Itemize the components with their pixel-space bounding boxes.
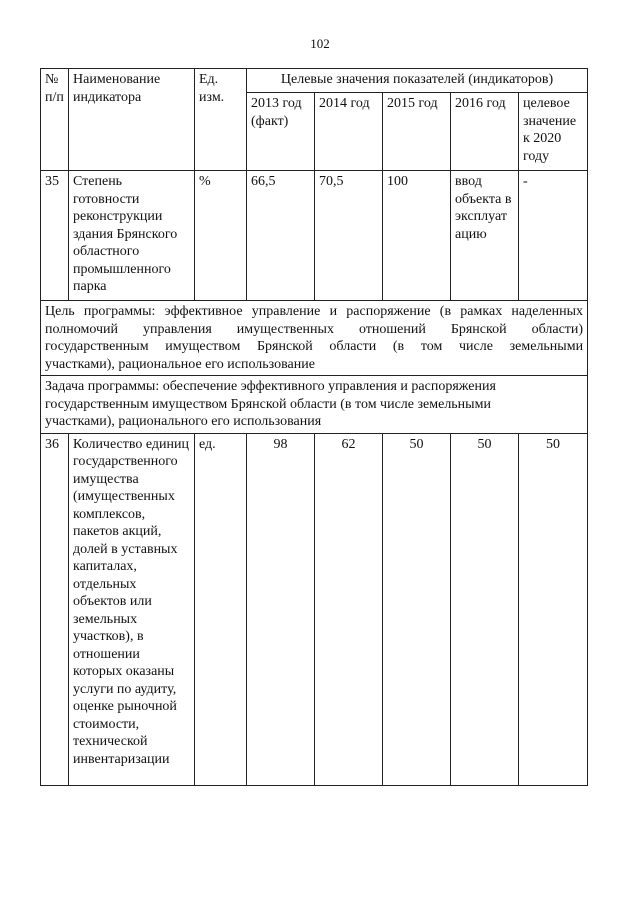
header-name: Наименование индикатора bbox=[69, 69, 195, 171]
row36-unit: ед. bbox=[195, 433, 247, 785]
goal-line: участками), рациональное его использование bbox=[45, 356, 315, 372]
row36-name: Количество единиц государственного имущества (имущественных комплексов, пакетов акций, долей в уставных капиталах, отдельных объектов или земельных участков), в отношении которых оказаны услуги по аудиту, оценке рыночной стоимости, технической инвентаризации bbox=[69, 433, 195, 785]
task-line: участками), рационального его использования bbox=[45, 414, 322, 429]
program-task bbox=[41, 376, 588, 434]
goal-line: полномочий управления имущественных отношений Брянской области) bbox=[45, 321, 584, 337]
header-targets: Целевые значения показателей (индикаторов) bbox=[247, 69, 588, 93]
header-unit: Ед. изм. bbox=[195, 69, 247, 171]
row35-unit: % bbox=[195, 171, 247, 301]
header-year-2020: целевое значение к 2020 году bbox=[519, 93, 588, 171]
row35-value-2014: 70,5 bbox=[315, 171, 383, 301]
page-number: 102 bbox=[310, 36, 330, 51]
header-year-2013: 2013 год (факт) bbox=[247, 93, 315, 171]
row35-value-2020: - bbox=[519, 171, 588, 301]
row35-value-2016: ввод объекта в эксплуат ацию bbox=[451, 171, 519, 301]
goal-line: государственным имуществом Брянской области (в том числе земельными bbox=[45, 339, 584, 354]
header-year-2015: 2015 год bbox=[383, 93, 451, 171]
row36-value-2020: 50 bbox=[519, 433, 588, 785]
row35-num: 35 bbox=[41, 171, 69, 301]
row36-value-2013: 98 bbox=[247, 433, 315, 785]
table-row bbox=[41, 433, 588, 785]
row36-value-2014: 62 bbox=[315, 433, 383, 785]
row35-name: Степень готовности реконструкции здания Брянского областного промышленного парка bbox=[69, 171, 195, 301]
header-year-2016: 2016 год bbox=[451, 93, 519, 171]
indicators-table bbox=[40, 68, 588, 786]
header-year-2014: 2014 год bbox=[315, 93, 383, 171]
row36-value-2016: 50 bbox=[451, 433, 519, 785]
header-num: № п/п bbox=[41, 69, 69, 171]
row35-value-2013: 66,5 bbox=[247, 171, 315, 301]
goal-line: Цель программы: эффективное управление и распоряжение (в рамках наделенных bbox=[45, 304, 584, 319]
row35-value-2015: 100 bbox=[383, 171, 451, 301]
goal-row bbox=[41, 301, 588, 376]
table-header-row bbox=[41, 69, 588, 93]
task-line: государственным имуществом Брянской области (в том числе земельными bbox=[45, 396, 491, 412]
row36-num: 36 bbox=[41, 433, 69, 785]
table-row bbox=[41, 171, 588, 301]
task-row bbox=[41, 376, 588, 434]
row36-value-2015: 50 bbox=[383, 433, 451, 785]
program-goal bbox=[41, 301, 588, 376]
task-line: Задача программы: обеспечение эффективного управления и распоряжения bbox=[45, 379, 496, 394]
